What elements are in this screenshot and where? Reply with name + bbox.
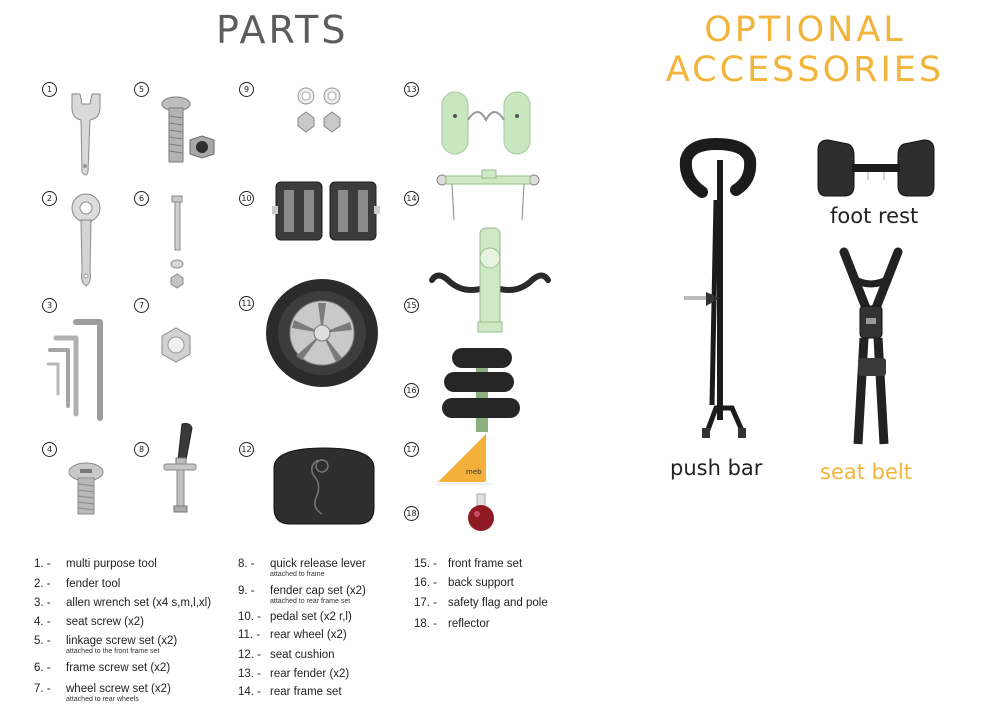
legend-text: back support: [448, 577, 514, 589]
legend-number: 16. -: [414, 577, 438, 589]
frame-screw-set-image: [164, 196, 194, 292]
legend-number: 11. -: [238, 629, 261, 641]
legend-number: 3. -: [34, 597, 51, 609]
legend-text: rear frame set: [270, 686, 342, 698]
legend-number: 5. -: [34, 635, 51, 647]
legend-number: 4. -: [34, 616, 51, 628]
part-number-10: 10: [239, 191, 254, 206]
accessories-title: OPTIONAL ACCESSORIES: [665, 10, 945, 90]
legend-text: fender tool: [66, 578, 121, 590]
wheel-screw-set-image: [156, 326, 196, 364]
legend-text: pedal set (x2 r,l): [270, 611, 352, 623]
legend-note: attached to frame: [270, 571, 325, 578]
part-number-12: 12: [239, 442, 254, 457]
part-number-4: 4: [42, 442, 57, 457]
flag-logo-text: meb: [466, 468, 482, 476]
part-number-6: 6: [134, 191, 149, 206]
legend-number: 7. -: [34, 683, 51, 695]
legend-text: safety flag and pole: [448, 597, 548, 609]
legend-text: rear fender (x2): [270, 668, 350, 680]
part-number-15: 15: [404, 298, 419, 313]
part-number-2: 2: [42, 191, 57, 206]
legend-number: 18. -: [414, 618, 438, 630]
legend-text: seat cushion: [270, 649, 335, 661]
front-frame-set-image: [428, 222, 552, 340]
push-bar-label: push bar: [670, 456, 763, 480]
legend-text: front frame set: [448, 558, 523, 570]
part-number-8: 8: [134, 442, 149, 457]
legend-note: attached to rear wheels: [66, 696, 139, 703]
legend-number: 6. -: [34, 662, 51, 674]
seat-belt-image: [836, 248, 906, 448]
fender-cap-set-image: [292, 86, 348, 138]
multi-purpose-tool-image: [66, 92, 106, 178]
legend-number: 12. -: [238, 649, 262, 661]
quick-release-lever-image: [160, 420, 200, 516]
legend-note: attached to the front frame set: [66, 648, 160, 655]
legend-text: frame screw set (x2): [66, 662, 171, 674]
fender-tool-image: [66, 192, 106, 288]
rear-frame-set-image: [436, 168, 540, 224]
legend-text: reflector: [448, 618, 490, 630]
seat-screw-image: [68, 462, 104, 516]
pedal-set-image: [270, 176, 382, 246]
legend-text: fender cap set (x2): [270, 585, 366, 597]
legend-number: 17. -: [414, 597, 438, 609]
seat-belt-label: seat belt: [820, 460, 912, 484]
legend-note: attached to rear frame set: [270, 598, 351, 605]
part-number-13: 13: [404, 82, 419, 97]
rear-wheel-image: [264, 278, 380, 388]
legend-text: linkage screw set (x2): [66, 635, 178, 647]
part-number-3: 3: [42, 298, 57, 313]
part-number-9: 9: [239, 82, 254, 97]
seat-cushion-image: [266, 446, 382, 526]
part-number-16: 16: [404, 383, 419, 398]
legend-number: 15. -: [414, 558, 438, 570]
part-number-14: 14: [404, 191, 419, 206]
legend-number: 1. -: [34, 558, 51, 570]
part-number-7: 7: [134, 298, 149, 313]
legend-number: 10. -: [238, 611, 262, 623]
part-number-5: 5: [134, 82, 149, 97]
legend-number: 13. -: [238, 668, 262, 680]
legend-text: rear wheel (x2): [270, 629, 347, 641]
legend-number: 9. -: [238, 585, 255, 597]
legend-number: 2. -: [34, 578, 51, 590]
legend-text: multi purpose tool: [66, 558, 157, 570]
parts-title: PARTS: [216, 8, 349, 52]
linkage-screw-set-image: [156, 96, 218, 166]
legend-text: quick release lever: [270, 558, 366, 570]
part-number-18: 18: [404, 506, 419, 521]
rear-fender-image: [438, 90, 534, 158]
part-number-1: 1: [42, 82, 57, 97]
foot-rest-label: foot rest: [830, 204, 919, 228]
part-number-11: 11: [239, 296, 254, 311]
part-number-17: 17: [404, 442, 419, 457]
legend-number: 8. -: [238, 558, 255, 570]
legend-text: allen wrench set (x4 s,m,l,xl): [66, 597, 212, 609]
back-support-image: [438, 346, 524, 434]
legend-text: wheel screw set (x2): [66, 683, 171, 695]
reflector-image: [466, 494, 496, 534]
legend-number: 14. -: [238, 686, 262, 698]
legend-text: seat screw (x2): [66, 616, 144, 628]
safety-flag-image: [436, 432, 492, 486]
push-bar-image: [676, 140, 766, 440]
allen-wrench-set-image: [46, 318, 110, 422]
foot-rest-image: [816, 138, 936, 200]
